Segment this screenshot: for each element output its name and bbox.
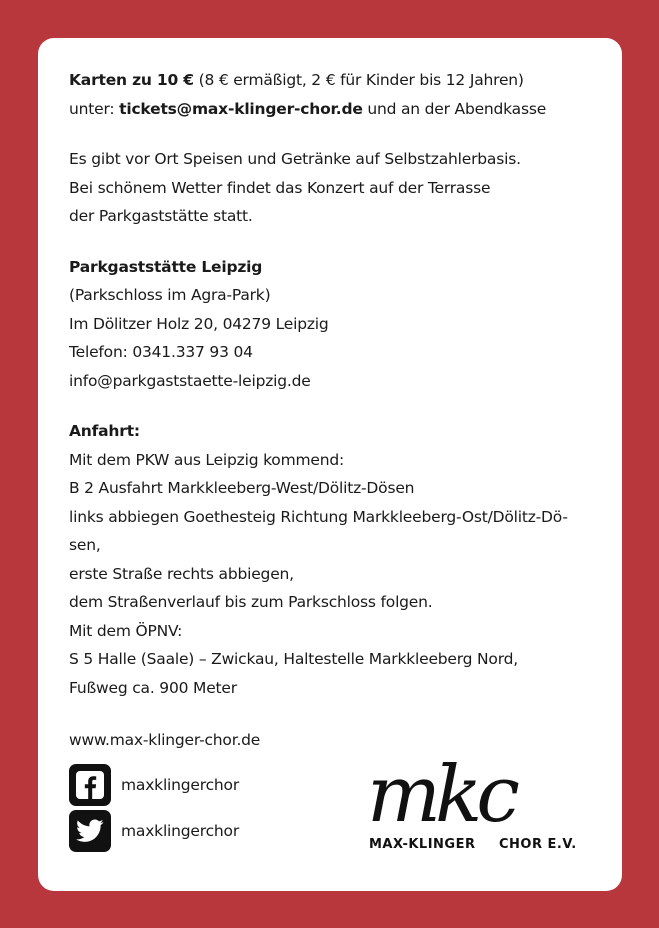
facebook-handle: maxklingerchor bbox=[121, 776, 239, 794]
tickets-label: Karten zu 10 € bbox=[69, 71, 194, 89]
tickets-prices: (8 € ermäßigt, 2 € für Kinder bis 12 Jahren) bbox=[193, 71, 524, 89]
twitter-link[interactable] bbox=[69, 810, 329, 852]
website-link[interactable]: www.max-klinger-chor.de bbox=[69, 731, 261, 749]
directions-line: dem Straßenverlauf bis zum Parkschloss folgen. bbox=[69, 593, 433, 611]
directions-line: S 5 Halle (Saale) – Zwickau, Haltestelle Markkleeberg Nord, bbox=[69, 650, 518, 668]
tickets-block bbox=[69, 66, 609, 123]
tickets-suffix: und an der Abendkasse bbox=[362, 99, 547, 118]
directions-heading: Anfahrt: bbox=[69, 422, 140, 440]
catering-block bbox=[69, 145, 609, 231]
directions-line: B 2 Ausfahrt Markkleeberg-West/Dölitz-Dösen bbox=[69, 479, 415, 497]
facebook-icon bbox=[69, 764, 111, 806]
tickets-order-line bbox=[69, 95, 609, 124]
directions-line: erste Straße rechts abbiegen, bbox=[69, 564, 294, 583]
twitter-handle: maxklingerchor bbox=[121, 822, 239, 840]
directions-line: Mit dem ÖPNV: bbox=[69, 621, 183, 640]
venue-block bbox=[69, 253, 609, 396]
tickets-prefix: unter: bbox=[69, 99, 120, 118]
catering-line: Bei schönem Wetter findet das Konzert auf der Terrasse bbox=[69, 178, 491, 197]
tickets-price-line bbox=[69, 66, 609, 95]
venue-name: Parkgaststätte Leipzig bbox=[69, 257, 263, 276]
venue-phone: Telefon: 0341.337 93 04 bbox=[69, 343, 253, 361]
info-card bbox=[38, 38, 622, 891]
venue-subtitle: (Parkschloss im Agra-Park) bbox=[69, 286, 271, 304]
twitter-bird-icon bbox=[69, 810, 111, 852]
logo-text-left: MAX-KLINGER bbox=[369, 837, 476, 852]
choir-logo bbox=[363, 726, 593, 866]
directions-line: links abbiegen Goethesteig Richtung Markkleeberg-Ost/Dölitz-Dö- bbox=[69, 507, 568, 526]
directions-line: sen, bbox=[69, 536, 101, 554]
logo-text-right: CHOR E.V. bbox=[499, 837, 577, 852]
directions-block bbox=[69, 417, 609, 702]
directions-line: Fußweg ca. 900 Meter bbox=[69, 678, 237, 697]
tickets-email-link[interactable]: tickets@max-klinger-chor.de bbox=[119, 99, 363, 118]
logo-monogram: mkc bbox=[367, 750, 514, 840]
catering-line: der Parkgaststätte statt. bbox=[69, 207, 253, 225]
directions-line: Mit dem PKW aus Leipzig kommend: bbox=[69, 450, 344, 469]
catering-line: Es gibt vor Ort Speisen und Getränke auf Selbstzahlerbasis. bbox=[69, 150, 521, 168]
card-content bbox=[69, 66, 609, 724]
venue-street: Im Dölitzer Holz 20, 04279 Leipzig bbox=[69, 314, 329, 333]
facebook-link[interactable] bbox=[69, 764, 329, 806]
venue-email-link[interactable]: info@parkgaststaette-leipzig.de bbox=[69, 371, 311, 390]
